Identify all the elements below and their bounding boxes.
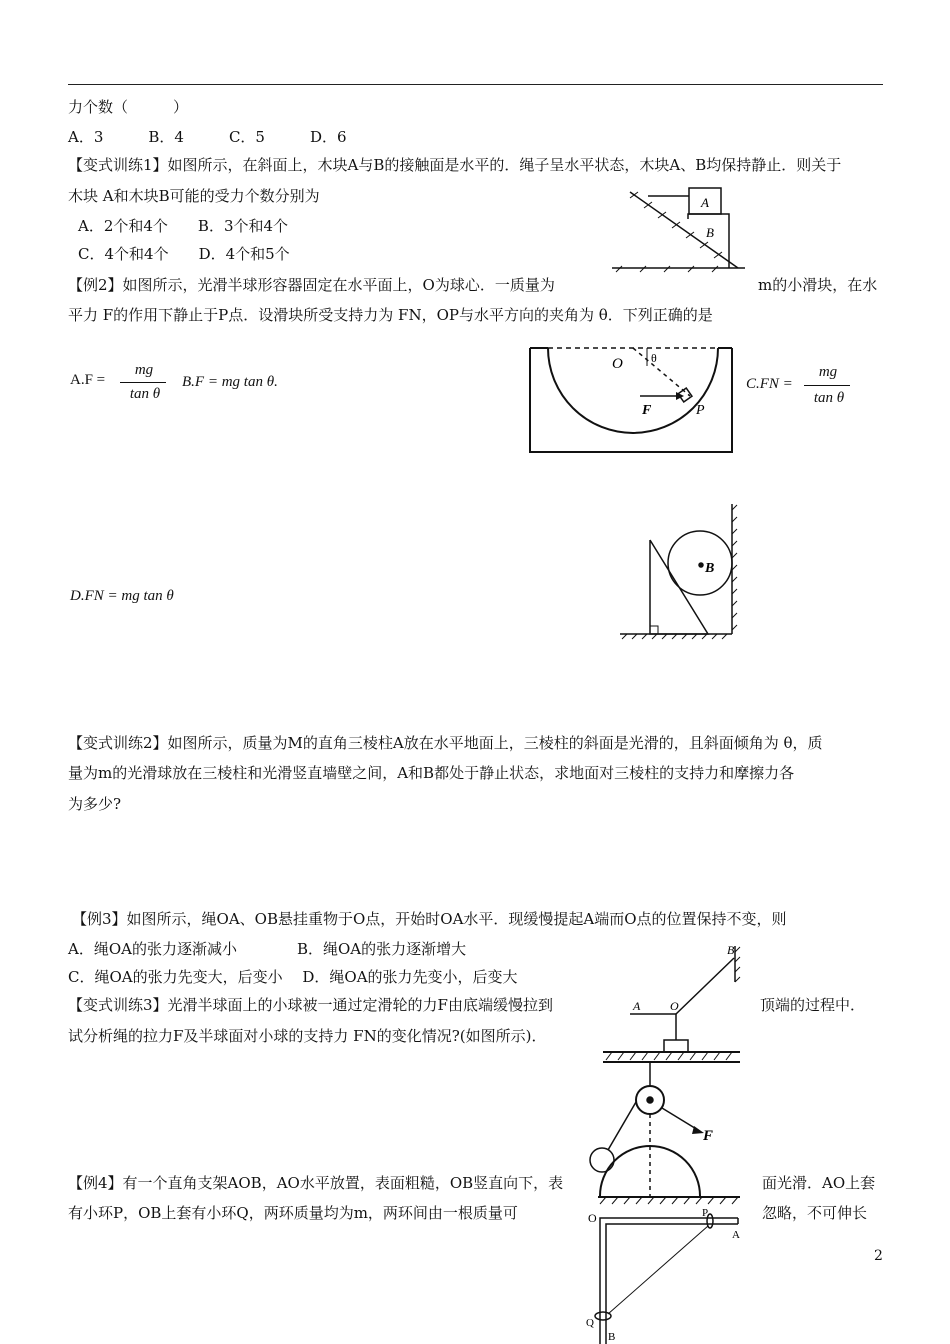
label-a: A (701, 195, 709, 210)
text-line: 量为m的光滑球放在三棱柱和光滑竖直墙壁之间，A和B都处于静止状态，求地面对三棱柱的支持力和摩擦力各 (68, 764, 795, 782)
text-line: 【变式训练2】如图所示，质量为M的直角三棱柱A放在水平地面上，三棱柱的斜面是光滑的，且斜面倾角为 θ，质 (68, 734, 823, 752)
label-q: Q (586, 1317, 594, 1329)
question-options: C．4个和4个 D．4个和5个 (78, 245, 290, 263)
label-theta: θ (651, 351, 657, 365)
label-f: F (642, 403, 652, 418)
text-line: 【例4】有一个直角支架AOB，AO水平放置，表面粗糙，OB竖直向下，表 (68, 1174, 564, 1192)
option-a-num: mg (134, 362, 154, 378)
option-c-num: mg (818, 364, 838, 380)
text-line: 顶端的过程中． (760, 996, 866, 1014)
label-o: O (670, 999, 679, 1013)
label-b: B (727, 943, 735, 957)
figure-frame-aob-rings (595, 1214, 738, 1344)
text-line: 忽略，不可伸长 (762, 1204, 868, 1222)
option-a-prefix: A.F = (70, 372, 106, 388)
question-options: A．3 B．4 C．5 D．6 (68, 128, 347, 146)
question-options: C．绳OA的张力先变大，后变小 D．绳OA的张力先变小，后变大 (68, 968, 518, 986)
option-c-prefix: C.FN = (746, 376, 793, 392)
text-line: 面光滑．AO上套 (762, 1174, 876, 1192)
text-line: 木块 A和木块B可能的受力个数分别为 (68, 187, 320, 205)
text-line: 【变式训练1】如图所示，在斜面上，木块A与B的接触面是水平的．绳子呈水平状态，木块A、B均保持静止．则关于 (68, 156, 842, 174)
text-line: 有小环P，OB上套有小环Q，两环质量均为m，两环间由一根质量可 (68, 1204, 518, 1222)
text-line: 力个数（ ） (68, 98, 189, 116)
label-o: O (612, 356, 623, 372)
option-c-den: tan θ (813, 390, 845, 406)
text-line: 【例3】如图所示，绳OA、OB悬挂重物于O点，开始时OA水平．现缓慢提起A端而O点的位置保持不变，则 (72, 910, 787, 928)
figure-prism-ball-wall (620, 504, 737, 639)
label-a: A (633, 999, 641, 1013)
question-options: A．绳OA的张力逐渐减小 B．绳OA的张力逐渐增大 (68, 940, 467, 958)
text-line: m的小滑块，在水 (758, 276, 878, 294)
page-number: 2 (874, 1248, 883, 1264)
label-b: B (706, 225, 714, 240)
label-b: B (705, 561, 715, 576)
figure-hemisphere-container (530, 348, 732, 452)
option-b: B.F = mg tan θ. (182, 374, 278, 390)
figure-pulley-hemisphere (590, 1062, 740, 1204)
label-p: P (702, 1207, 709, 1219)
question-options: A．2个和4个 B．3个和4个 (78, 217, 289, 235)
text-line: 试分析绳的拉力F及半球面对小球的支持力 FN的变化情况?(如图所示)． (68, 1027, 547, 1045)
label-p: P (696, 403, 705, 418)
option-a-den: tan θ (129, 386, 161, 402)
text-line: 为多少? (68, 795, 122, 813)
label-b: B (608, 1331, 616, 1343)
text-line: 【例2】如图所示，光滑半球形容器固定在水平面上，O为球心．一质量为 (68, 276, 555, 294)
figure-incline-blocks (612, 188, 745, 272)
text-line: 【变式训练3】光滑半球面上的小球被一通过定滑轮的力F由底端缓慢拉到 (68, 996, 553, 1014)
label-o: O (588, 1211, 597, 1225)
label-f: F (703, 1128, 714, 1144)
label-a: A (732, 1229, 740, 1241)
option-d: D.FN = mg tan θ (70, 588, 174, 604)
text-line: 平力 F的作用下静止于P点．设滑块所受支持力为 FN，OP与水平方向的夹角为 θ．下列正确的是 (68, 306, 713, 324)
